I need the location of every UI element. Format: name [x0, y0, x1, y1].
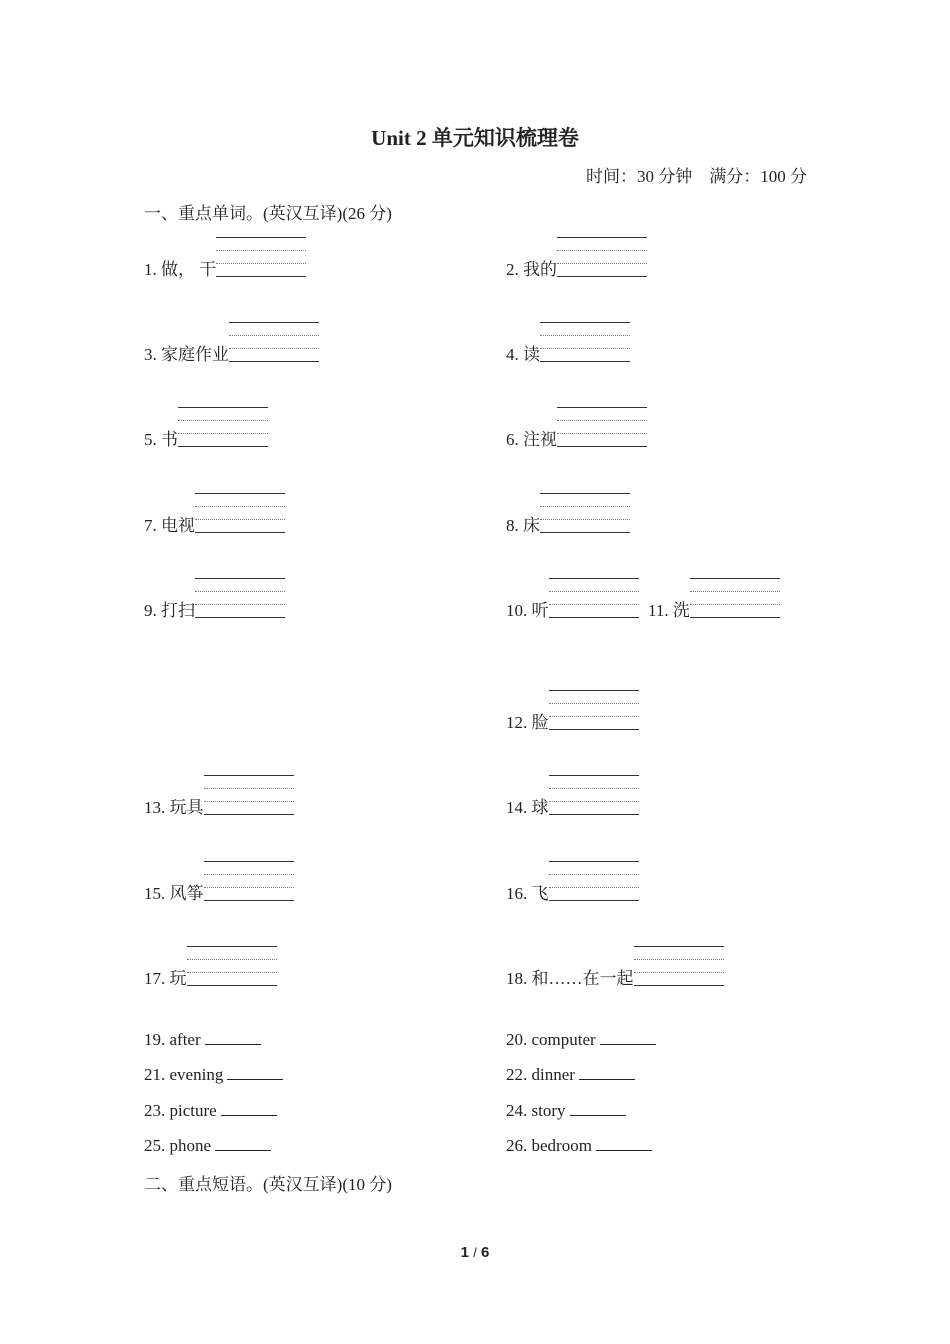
word-item-13 [144, 775, 294, 818]
word-item-8 [506, 493, 630, 536]
word-item-4 [506, 322, 630, 365]
writing-lines[interactable] [690, 578, 780, 618]
word-label: 12. 脸 [506, 713, 549, 732]
word-item-24 [506, 1101, 626, 1121]
word-item-10 [506, 578, 639, 621]
word-label: 25. phone [144, 1136, 212, 1155]
writing-lines[interactable] [204, 861, 294, 901]
page-total: 6 [480, 1244, 490, 1261]
section-heading-1: 一、重点单词。(英汉互译)(26 分) [144, 204, 392, 223]
word-label: 24. story [506, 1101, 566, 1120]
word-item-3 [144, 322, 319, 365]
word-label: 14. 球 [506, 798, 549, 817]
word-item-1 [144, 237, 306, 280]
word-label: 10. 听 [506, 601, 549, 620]
writing-lines[interactable] [195, 578, 285, 618]
word-label: 18. 和……在一起 [506, 969, 634, 988]
writing-lines[interactable] [557, 237, 647, 277]
word-item-21 [144, 1065, 283, 1085]
word-label: 4. 读 [506, 345, 540, 364]
writing-lines[interactable] [229, 322, 319, 362]
answer-blank[interactable] [205, 1030, 261, 1045]
word-label: 15. 风筝 [144, 884, 204, 903]
answer-blank[interactable] [221, 1101, 277, 1116]
word-label: 13. 玩具 [144, 798, 204, 817]
word-label: 19. after [144, 1030, 201, 1049]
answer-blank[interactable] [227, 1065, 283, 1080]
word-label: 5. 书 [144, 430, 178, 449]
writing-lines[interactable] [549, 578, 639, 618]
word-item-6 [506, 407, 647, 450]
answer-blank[interactable] [579, 1065, 635, 1080]
writing-lines[interactable] [634, 946, 724, 986]
word-item-15 [144, 861, 294, 904]
word-item-18 [506, 946, 724, 989]
exam-meta: 时间：30 分钟 满分：100 分 [586, 167, 807, 186]
writing-lines[interactable] [549, 690, 639, 730]
writing-lines[interactable] [187, 946, 277, 986]
word-label: 7. 电视 [144, 516, 195, 535]
word-item-17 [144, 946, 277, 989]
word-item-19 [144, 1030, 261, 1050]
word-item-5 [144, 407, 268, 450]
word-item-7 [144, 493, 285, 536]
writing-lines[interactable] [540, 322, 630, 362]
word-item-25 [144, 1136, 271, 1156]
word-label: 1. 做， 干 [144, 260, 217, 279]
answer-blank[interactable] [215, 1136, 271, 1151]
answer-blank[interactable] [600, 1030, 656, 1045]
word-item-22 [506, 1065, 635, 1085]
word-label: 17. 玩 [144, 969, 187, 988]
word-item-9 [144, 578, 285, 621]
page-current: 1 [460, 1244, 470, 1261]
writing-lines[interactable] [216, 237, 306, 277]
word-item-14 [506, 775, 639, 818]
word-label: 11. 洗 [648, 601, 690, 620]
word-item-2 [506, 237, 647, 280]
word-label: 6. 注视 [506, 430, 557, 449]
word-item-26 [506, 1136, 652, 1156]
writing-lines[interactable] [178, 407, 268, 447]
writing-lines[interactable] [195, 493, 285, 533]
page-title: Unit 2 单元知识梳理卷 [371, 126, 579, 150]
writing-lines[interactable] [540, 493, 630, 533]
word-label: 26. bedroom [506, 1136, 592, 1155]
word-label: 3. 家庭作业 [144, 345, 229, 364]
word-item-20 [506, 1030, 656, 1050]
section-heading-2: 二、重点短语。(英汉互译)(10 分) [144, 1175, 392, 1194]
answer-blank[interactable] [596, 1136, 652, 1151]
word-item-23 [144, 1101, 277, 1121]
page-number [0, 1244, 950, 1261]
word-label: 16. 飞 [506, 884, 549, 903]
page-separator: / [473, 1245, 477, 1260]
word-label: 20. computer [506, 1030, 596, 1049]
word-label: 9. 打扫 [144, 601, 195, 620]
word-label: 23. picture [144, 1101, 217, 1120]
word-label: 22. dinner [506, 1065, 575, 1084]
writing-lines[interactable] [549, 775, 639, 815]
word-item-11 [648, 578, 780, 621]
word-label: 2. 我的 [506, 260, 557, 279]
answer-blank[interactable] [570, 1101, 626, 1116]
word-label: 21. evening [144, 1065, 224, 1084]
word-item-16 [506, 861, 639, 904]
word-label: 8. 床 [506, 516, 540, 535]
word-item-12 [506, 690, 639, 733]
writing-lines[interactable] [557, 407, 647, 447]
writing-lines[interactable] [204, 775, 294, 815]
writing-lines[interactable] [549, 861, 639, 901]
